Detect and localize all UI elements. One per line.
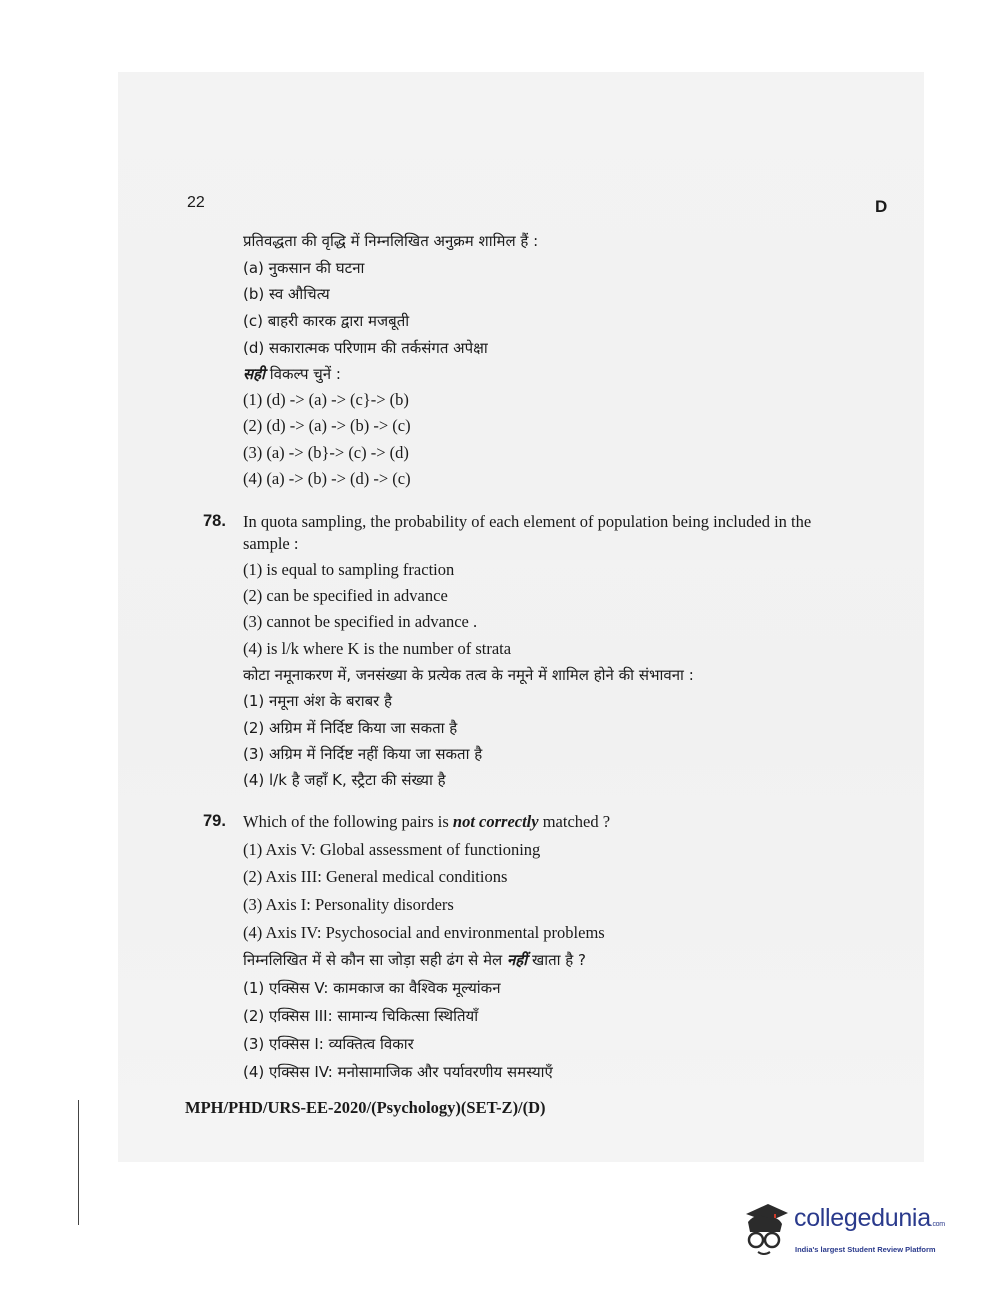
- logo-wordmark: [794, 1204, 945, 1233]
- q79-option-4-en: (4) Axis IV: Psychosocial and environmental problems: [243, 923, 605, 942]
- q79-stem-hindi-pre: निम्नलिखित में से कौन सा जोड़ा सही ढंग से मेल: [243, 951, 507, 969]
- q79-option-1-hi: (1) एक्सिस V: कामकाज का वैश्विक मूल्यांकन: [243, 979, 501, 997]
- q79-stem-hindi: [243, 950, 586, 970]
- q79-option-3-hi: (3) एक्सिस I: व्यक्तित्व विकार: [243, 1035, 414, 1053]
- q77-item-d: (d) सकारात्मक परिणाम की तर्कसंगत अपेक्षा: [243, 339, 488, 357]
- logo-suffix: .com: [930, 1221, 945, 1228]
- q77-option-3: (3) (a) -> (b}-> (c) -> (d): [243, 443, 409, 462]
- q78-option-3-hi: (3) अग्रिम में निर्दिष्ट नहीं किया जा सकता है: [243, 745, 483, 763]
- q78-option-3-en: (3) cannot be specified in advance .: [243, 612, 478, 631]
- q78-stem-hindi: कोटा नमूनाकरण में, जनसंख्या के प्रत्येक तत्व के नमूने में शामिल होने की संभावना :: [243, 666, 694, 684]
- q77-choose-instruction: [243, 364, 341, 384]
- q79-stem-post: matched ?: [538, 812, 611, 831]
- q79-stem-emphasis: not correctly: [452, 812, 539, 831]
- q77-option-4: (4) (a) -> (b) -> (d) -> (c): [243, 469, 411, 488]
- page-number: 22: [187, 194, 205, 211]
- q78-stem-line1: In quota sampling, the probability of each element of population being included in the: [243, 512, 812, 531]
- q78-option-1-en: (1) is equal to sampling fraction: [243, 560, 455, 579]
- q79-option-1-en: (1) Axis V: Global assessment of functioning: [243, 840, 541, 859]
- collegedunia-logo: [738, 1198, 963, 1264]
- logo-name-text: collegedunia: [794, 1204, 931, 1232]
- q77-stem-hindi: प्रतिवद्धता की वृद्धि में निम्नलिखित अनुक्रम शामिल हैं :: [243, 232, 539, 250]
- margin-line: [78, 1100, 79, 1225]
- q78-option-2-en: (2) can be specified in advance: [243, 586, 448, 605]
- paper-code-footer: MPH/PHD/URS-EE-2020/(Psychology)(SET-Z)/(D): [185, 1098, 546, 1117]
- q79-stem-hindi-post: खाता है ?: [527, 951, 586, 969]
- q78-number: 78.: [203, 512, 226, 530]
- logo-tagline: India's largest Student Review Platform: [795, 1245, 936, 1254]
- q78-stem-line2: sample :: [243, 534, 299, 553]
- q78-option-4-en: (4) is l/k where K is the number of strata: [243, 639, 512, 658]
- set-code: D: [875, 197, 888, 216]
- q79-stem: [243, 812, 610, 832]
- q77-option-1: (1) (d) -> (a) -> (c}-> (b): [243, 390, 409, 409]
- q77-item-c: (c) बाहरी कारक द्वारा मजबूती: [243, 312, 410, 330]
- q77-option-2: (2) (d) -> (a) -> (b) -> (c): [243, 416, 411, 435]
- q78-option-2-hi: (2) अग्रिम में निर्दिष्ट किया जा सकता है: [243, 719, 458, 737]
- q77-item-a: (a) नुकसान की घटना: [243, 259, 365, 277]
- q77-choose-emphasis: सही: [243, 365, 265, 383]
- q77-item-b: (b) स्व औचित्य: [243, 285, 330, 303]
- q79-option-4-hi: (4) एक्सिस IV: मनोसामाजिक और पर्यावरणीय समस्याएँ: [243, 1063, 553, 1081]
- graduate-mascot-icon: [738, 1198, 790, 1258]
- q78-option-4-hi: (4) l/k है जहाँ K, स्ट्रैटा की संख्या है: [243, 771, 446, 789]
- q79-option-2-en: (2) Axis III: General medical conditions: [243, 867, 508, 886]
- q78-option-1-hi: (1) नमूना अंश के बराबर है: [243, 692, 393, 710]
- q79-option-2-hi: (2) एक्सिस III: सामान्य चिकित्सा स्थितियाँ: [243, 1007, 479, 1025]
- q79-stem-pre: Which of the following pairs is: [243, 812, 453, 831]
- q77-choose-rest: विकल्प चुनें :: [265, 365, 341, 383]
- q79-number: 79.: [203, 812, 226, 830]
- q79-option-3-en: (3) Axis I: Personality disorders: [243, 895, 454, 914]
- q79-stem-hindi-emphasis: नहीं: [506, 951, 528, 969]
